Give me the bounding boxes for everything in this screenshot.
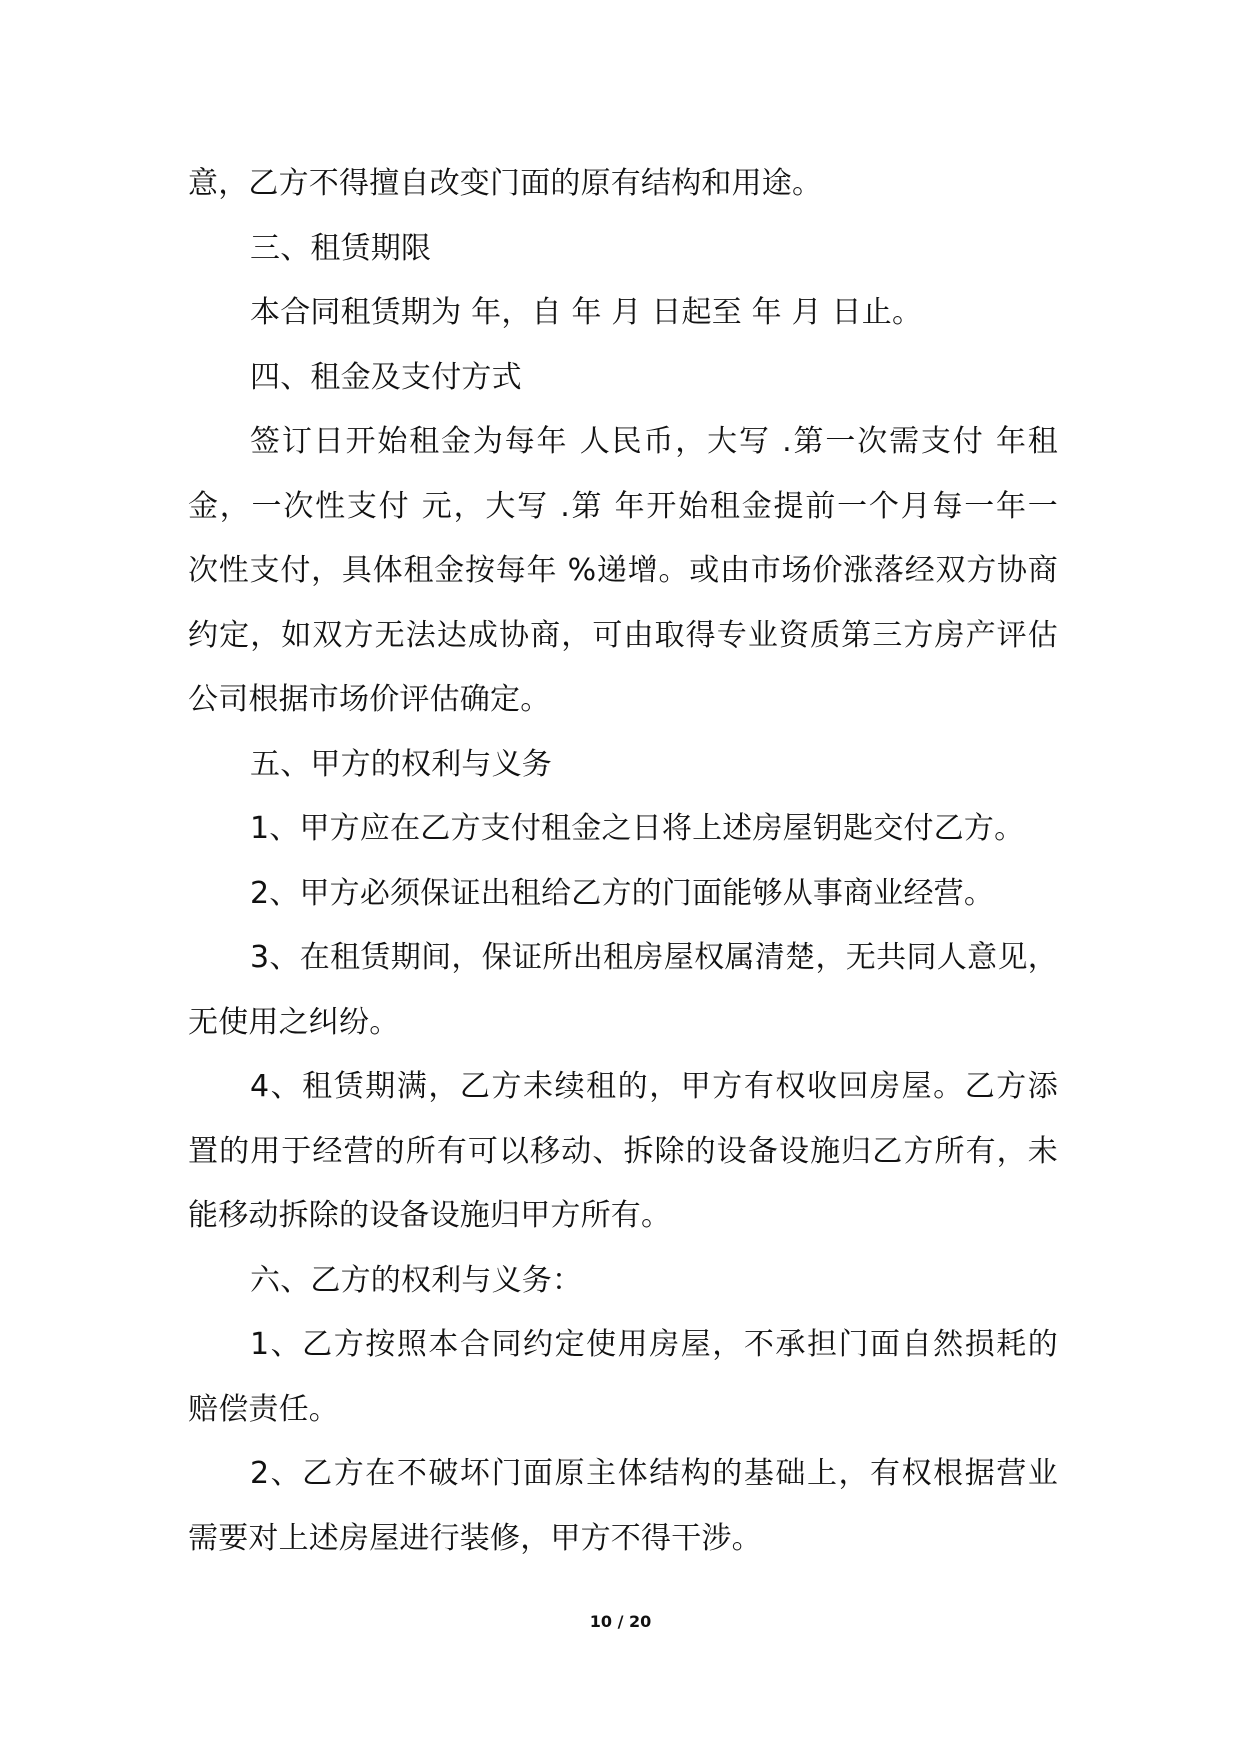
document-body xyxy=(188,152,1058,1571)
text-line: 置的用于经营的所有可以移动、拆除的设备设施归乙方所有，未 xyxy=(188,1133,1058,1169)
text-line: 2、乙方在不破坏门面原主体结构的基础上，有权根据营业 xyxy=(250,1456,1058,1491)
text-line: 公司根据市场价评估确定。 xyxy=(188,682,551,717)
text-line: 无使用之纠纷。 xyxy=(188,1004,400,1040)
section-heading: 三、租赁期限 xyxy=(250,230,432,266)
text-line: 本合同租赁期为 年，自 年 月 日起至 年 月 日止。 xyxy=(250,295,923,330)
text-line: 需要对上述房屋进行装修，甲方不得干涉。 xyxy=(188,1520,762,1556)
text-line: 3、在租赁期间，保证所出租房屋权属清楚，无共同人意见， xyxy=(250,940,1058,975)
text-line: 2、甲方必须保证出租给乙方的门面能够从事商业经营。 xyxy=(250,875,995,911)
text-line: 次性支付，具体租金按每年 %递增。或由市场价涨落经双方协商 xyxy=(188,553,1058,588)
text-line: 1、乙方按照本合同约定使用房屋，不承担门面自然损耗的 xyxy=(250,1327,1058,1362)
text-line: 能移动拆除的设备设施归甲方所有。 xyxy=(188,1198,672,1233)
section-heading: 五、甲方的权利与义务 xyxy=(250,746,552,782)
text-line: 1、甲方应在乙方支付租金之日将上述房屋钥匙交付乙方。 xyxy=(250,811,1025,846)
text-line: 意，乙方不得擅自改变门面的原有结构和用途。 xyxy=(188,166,823,201)
text-line: 金，一次性支付 元，大写 .第 年开始租金提前一个月每一年一 xyxy=(188,488,1058,524)
text-line: 赔偿责任。 xyxy=(188,1391,339,1427)
section-heading: 四、租金及支付方式 xyxy=(250,359,522,395)
text-line: 约定，如双方无法达成协商，可由取得专业资质第三方房产评估 xyxy=(188,617,1058,653)
text-line: 4、租赁期满，乙方未续租的，甲方有权收回房屋。乙方添 xyxy=(250,1069,1058,1104)
text-line: 签订日开始租金为每年 人民币，大写 .第一次需支付 年租 xyxy=(250,424,1058,459)
page-number: 10 / 20 xyxy=(589,1612,652,1631)
section-heading: 六、乙方的权利与义务： xyxy=(250,1262,583,1298)
